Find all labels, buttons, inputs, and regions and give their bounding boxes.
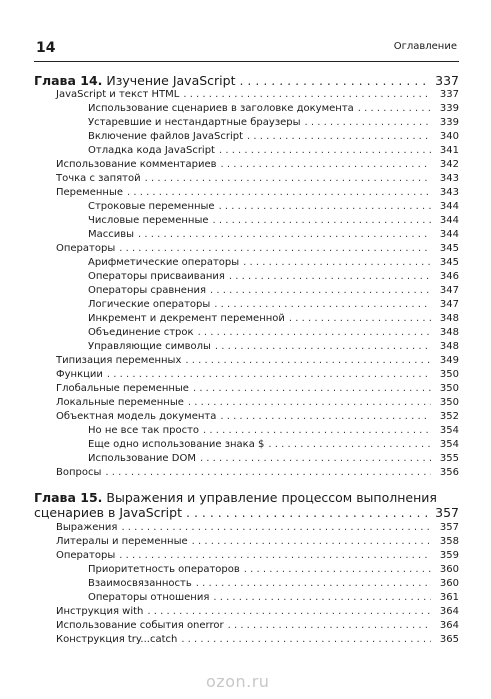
toc-entry: Литералы и переменные . . . 358 bbox=[56, 535, 459, 549]
toc-entry: Точка с запятой . . . 343 bbox=[56, 172, 459, 186]
toc-entry: Еще одно использование знака $ . . . 354 bbox=[88, 438, 459, 452]
toc-entry: Включение файлов JavaScript . . . 340 bbox=[88, 130, 459, 144]
page-number: 14 bbox=[36, 40, 56, 56]
toc-entry: Взаимосвязанность . . . 360 bbox=[88, 577, 459, 591]
toc-entry: Операторы . . . 359 bbox=[56, 549, 459, 563]
toc-entry: Но не все так просто . . . 354 bbox=[88, 424, 459, 438]
chapter-15-heading-line2 bbox=[34, 505, 459, 521]
chapter-15-page: 357 bbox=[435, 505, 459, 520]
toc-entry: Операторы отношения . . . 361 bbox=[88, 591, 459, 605]
toc-entry: Отладка кода JavaScript . . . 341 bbox=[88, 144, 459, 158]
toc-entry: Устаревшие и нестандартные браузеры . . . 339 bbox=[88, 116, 459, 130]
toc-entry: Инкремент и декремент переменной . . . 348 bbox=[88, 312, 459, 326]
toc-entry: Использование комментариев . . . 342 bbox=[56, 158, 459, 172]
toc-entry: Объектная модель документа . . . 352 bbox=[56, 410, 459, 424]
toc-entry: JavaScript и текст HTML . . . 337 bbox=[56, 88, 459, 102]
chapter-15-title-line1: Выражения и управление процессом выполнения bbox=[106, 490, 437, 505]
header-rule bbox=[34, 61, 459, 62]
chapter-14-heading bbox=[34, 73, 459, 89]
toc-entry: Инструкция with . . . 364 bbox=[56, 605, 459, 619]
toc-entry: Типизация переменных . . . 349 bbox=[56, 354, 459, 368]
toc-entry: Использование события onerror . . . 364 bbox=[56, 619, 459, 633]
toc-entry: Вопросы . . . 356 bbox=[56, 466, 459, 480]
toc-entry: Операторы . . . 345 bbox=[56, 242, 459, 256]
ozon-watermark: ozon.ru bbox=[206, 672, 270, 691]
toc-entry: Объединение строк . . . 348 bbox=[88, 326, 459, 340]
toc-entry: Локальные переменные . . . 350 bbox=[56, 396, 459, 410]
toc-entry: Массивы . . . 344 bbox=[88, 228, 459, 242]
toc-entry: Строковые переменные . . . 344 bbox=[88, 200, 459, 214]
chapter-14-page: 337 bbox=[435, 73, 459, 88]
chapter-15-title-line2: сценариев в JavaScript bbox=[34, 505, 182, 520]
toc-entry: Операторы сравнения . . . 347 bbox=[88, 284, 459, 298]
toc-entry: Арифметические операторы . . . 345 bbox=[88, 256, 459, 270]
chapter-15-prefix: Глава 15. bbox=[34, 490, 103, 505]
toc-entry: Конструкция try...catch . . . 365 bbox=[56, 633, 459, 647]
chapter-14-title: Изучение JavaScript bbox=[106, 73, 236, 88]
toc-entry: Использование DOM . . . 355 bbox=[88, 452, 459, 466]
toc-entry: Переменные . . . 343 bbox=[56, 186, 459, 200]
toc-entry: Числовые переменные . . . 344 bbox=[88, 214, 459, 228]
chapter-15-heading-line1 bbox=[34, 490, 437, 506]
toc-entry: Операторы присваивания . . . 346 bbox=[88, 270, 459, 284]
running-title: Оглавление bbox=[393, 41, 457, 52]
toc-entry: Приоритетность операторов . . . 360 bbox=[88, 563, 459, 577]
toc-entry: Использование сценариев в заголовке документа . . . 339 bbox=[88, 102, 459, 116]
toc-entry: Управляющие символы . . . 348 bbox=[88, 340, 459, 354]
toc-entry: Глобальные переменные . . . 350 bbox=[56, 382, 459, 396]
chapter-14-prefix: Глава 14. bbox=[34, 73, 103, 88]
toc-entry: Выражения . . . 357 bbox=[56, 521, 459, 535]
toc-entry: Функции . . . 350 bbox=[56, 368, 459, 382]
toc-entry: Логические операторы . . . 347 bbox=[88, 298, 459, 312]
